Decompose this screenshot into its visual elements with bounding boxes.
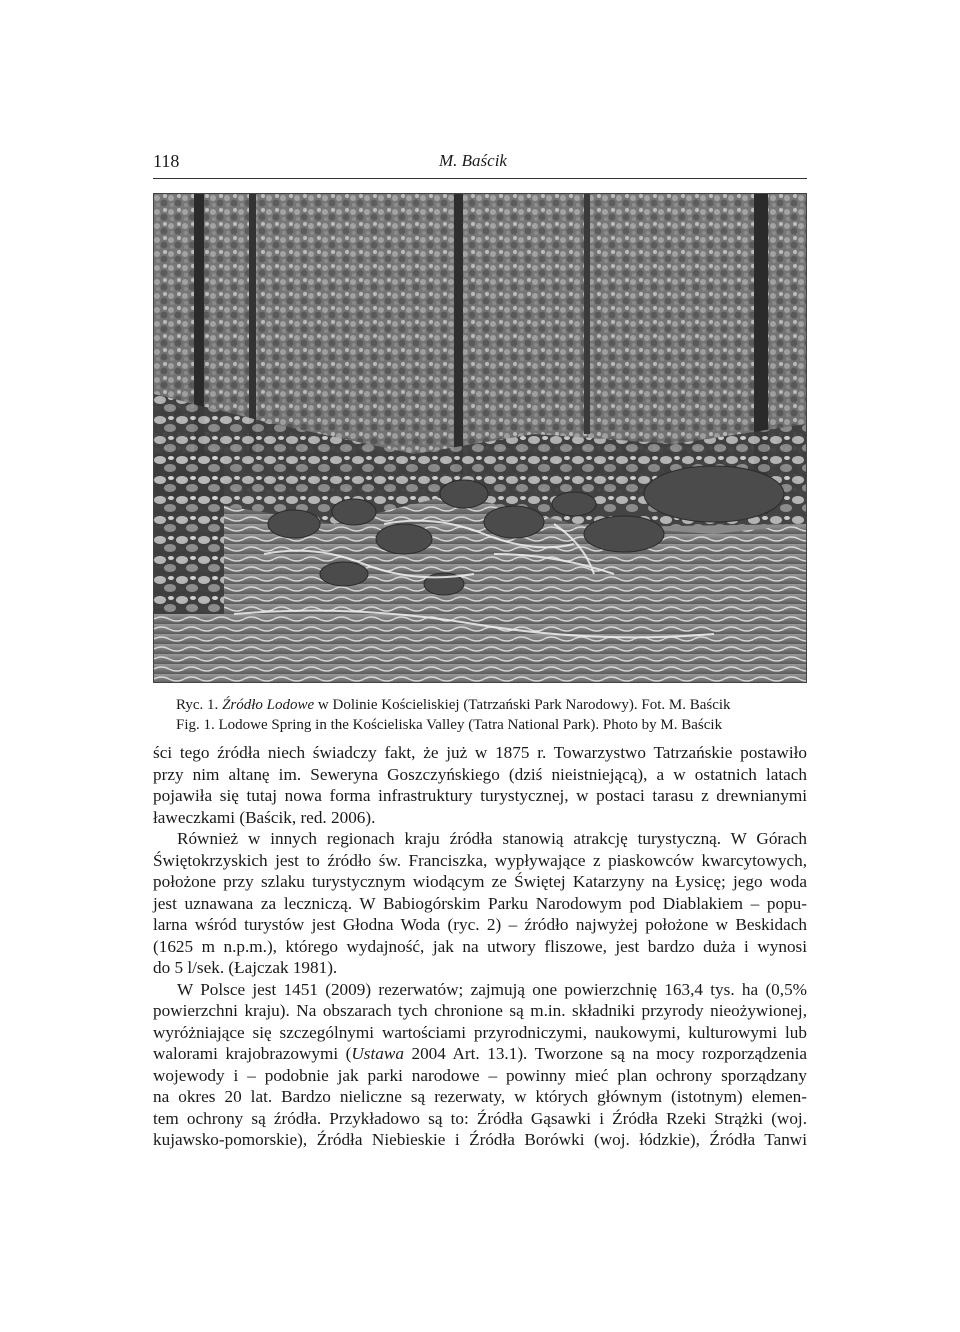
text-fragment: walorami krajobrazowymi (	[153, 1044, 352, 1063]
photo-of-spring-stream-icon	[154, 194, 806, 682]
body-text	[153, 742, 807, 1151]
text-line: wojewody i – podobnie jak parki narodowe – powinny mieć plan ochrony sporządzany	[153, 1065, 807, 1085]
text-line: do 5 l/sek. (Łajczak 1981).	[153, 958, 338, 977]
text-line: larna wśród turystów jest Głodna Woda (ryc. 2) – źródło najwyżej położone w Beskidach	[153, 915, 807, 934]
caption-pl-prefix: Ryc. 1.	[176, 697, 223, 713]
text-line: ści tego źródła niech świadczy fakt, że już w 1875 r. Towarzystwo Tatrzańskie postawiło	[153, 743, 807, 762]
text-line: na okres 20 lat. Bardzo nieliczne są rezerwaty, w których głównym (istotnym) elemen-	[153, 1087, 807, 1106]
text-line: Również w innych regionach kraju źródła stanowią atrakcję turystyczną. W Górach	[177, 829, 807, 848]
figure-caption-en: Fig. 1. Lodowe Spring in the Kościeliska Valley (Tatra National Park). Photo by M. Baścik	[176, 717, 723, 733]
caption-pl-italic: Źródło Lodowe	[222, 697, 315, 713]
page-number: 118	[153, 151, 180, 171]
text-line: położone przy szlaku turystycznym wiodącym ze Świętej Katarzyny na Łysicę; jego woda	[153, 872, 807, 891]
text-fragment: 2004 Art. 13.1). Tworzone są na mocy rozporządzenia	[403, 1044, 807, 1063]
caption-pl-rest: w Dolinie Kościeliskiej (Tatrzański Park Narodowy). Fot. M. Baścik	[314, 697, 731, 713]
text-line: powierzchni kraju). Na obszarach tych chronione są m.in. składniki przyrody nieożywionej,	[153, 1001, 807, 1020]
text-line: W Polsce jest 1451 (2009) rezerwatów; zajmują one powierzchnię 163,4 tys. ha (0,5%	[177, 979, 807, 999]
text-line: wyróżniające się szczególnymi wartościami przyrodniczymi, naukowymi, kulturowymi lub	[153, 1022, 807, 1042]
text-line	[153, 1043, 807, 1065]
text-line: (1625 m n.p.m.), którego wydajność, jak na utwory fliszowe, jest bardzo duża i wynosi	[153, 936, 807, 956]
header-rule	[153, 178, 807, 179]
text-fragment-italic: Ustawa	[351, 1044, 404, 1063]
text-line: ławeczkami (Baścik, red. 2006).	[153, 807, 376, 827]
text-line: Świętokrzyskich jest to źródło św. Franciszka, wypływające z piaskowców kwarcytowych,	[153, 850, 807, 870]
text-line: kujawsko-pomorskie), Źródła Niebieskie i Źródła Borówki (woj. łódzkie), Źródła Tanwi	[153, 1130, 807, 1149]
paragraph-3	[153, 979, 807, 1151]
paragraph-1	[153, 742, 807, 828]
text-line: przy nim altanę im. Seweryna Goszczyńskiego (dziś nieistniejącą), a w ostatnich latach	[153, 764, 807, 784]
figure-caption-pl	[176, 695, 731, 715]
paragraph-2	[153, 828, 807, 979]
text-line: tem ochrony są źródła. Przykładowo są to: Źródła Gąsawki i Źródła Rzeki Strążki (woj.	[153, 1108, 807, 1128]
running-head: M. Baścik	[439, 151, 507, 170]
figure-photo	[153, 193, 807, 683]
text-line: jest uznawana za leczniczą. W Babiogórskim Parku Narodowym pod Diablakiem – popu-	[153, 893, 807, 913]
text-line: pojawiła się tutaj nowa forma infrastruktury turystycznej, w postaci tarasu z drewnianymi	[153, 786, 807, 805]
